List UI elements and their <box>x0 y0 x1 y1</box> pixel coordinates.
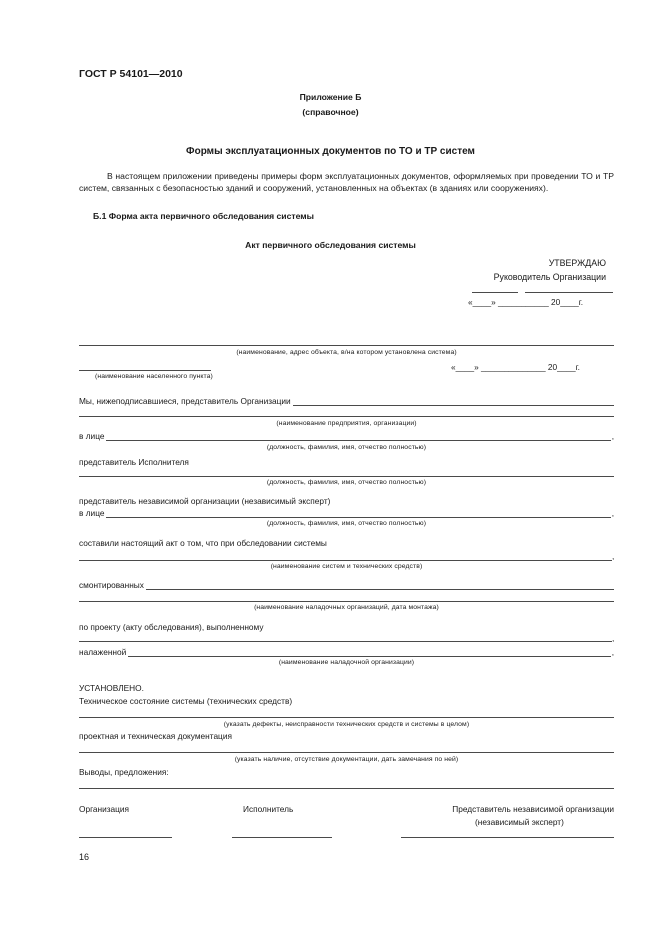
signature-org-line[interactable] <box>79 837 172 838</box>
project-docs-line[interactable] <box>79 752 614 753</box>
conclusions-line[interactable] <box>79 788 614 789</box>
in-person-row-1: в лице , <box>79 431 614 441</box>
mounted-label: смонтированных <box>79 580 144 590</box>
approve-label: УТВЕРЖДАЮ <box>548 258 606 268</box>
mounted-line-2[interactable] <box>79 601 614 602</box>
tech-state-line[interactable] <box>79 717 614 718</box>
by-project-label: по проекту (акту обследования), выполненному <box>79 622 264 632</box>
defects-caption: (указать дефекты, неисправности технических средств и системы в целом) <box>223 721 470 728</box>
signature-contractor-label: Исполнитель <box>243 804 294 814</box>
systems-line[interactable] <box>79 560 612 561</box>
locality-line[interactable] <box>79 370 211 371</box>
setup-org-caption: (наименование наладочной организации) <box>278 659 415 666</box>
signature-independent-line[interactable] <box>401 837 614 838</box>
person1-caption: (должность, фамилия, имя, отчество полностью) <box>266 444 427 451</box>
signature-contractor-line[interactable] <box>232 837 332 838</box>
docs-caption: (указать наличие, отсутствие документации, дать замечания по ней) <box>234 756 459 763</box>
compiled-label: составили настоящий акт о том, что при обследовании системы <box>79 538 327 548</box>
tech-state-label: Техническое состояние системы (технических средств) <box>79 696 293 706</box>
in-person-field-2[interactable] <box>106 508 610 518</box>
in-person-label-2: в лице <box>79 508 105 518</box>
appendix-title: Приложение Б <box>299 92 362 102</box>
contractor-rep-line[interactable] <box>79 476 614 477</box>
adjusted-row: налаженной , <box>79 647 614 657</box>
subsection-title: Б.1 Форма акта первичного обследования системы <box>93 211 314 221</box>
org-rep-field[interactable] <box>293 396 614 406</box>
person3-caption: (должность, фамилия, имя, отчество полностью) <box>266 520 427 527</box>
mounted-row <box>79 580 614 590</box>
approve-date-line[interactable]: «____» ___________ 20____г. <box>468 297 584 307</box>
section-title: Формы эксплуатационных документов по ТО и ТР систем <box>186 146 475 157</box>
person2-caption: (должность, фамилия, имя, отчество полностью) <box>266 479 427 486</box>
appendix-type: (справочное) <box>302 107 359 117</box>
we-signed-label: Мы, нижеподписавшиеся, представитель Организации <box>79 396 291 406</box>
enterprise-caption: (наименование предприятия, организации) <box>276 420 417 427</box>
org-rep-line-2[interactable] <box>79 416 614 417</box>
object-address-line[interactable] <box>79 345 614 346</box>
by-project-line[interactable] <box>79 641 612 642</box>
locality-caption: (наименование населенного пункта) <box>95 373 213 380</box>
act-date-line[interactable]: «____» ______________ 20____г. <box>451 362 580 372</box>
signature-independent-label-1: Представитель независимой организации <box>452 804 614 814</box>
mounted-field[interactable] <box>146 580 614 590</box>
act-title: Акт первичного обследования системы <box>245 240 416 250</box>
in-person-row-2: в лице , <box>79 508 614 518</box>
independent-rep-label: представитель независимой организации (независимый эксперт) <box>79 496 331 506</box>
object-address-caption: (наименование, адрес объекта, в/на котором установлена система) <box>236 349 457 356</box>
in-person-field-1[interactable] <box>106 431 610 441</box>
approve-signature-line[interactable] <box>472 292 518 293</box>
signature-independent-label-2: (независимый эксперт) <box>475 817 564 827</box>
project-docs-label: проектная и техническая документация <box>79 731 232 741</box>
standard-header: ГОСТ Р 54101—2010 <box>79 68 183 80</box>
install-org-caption: (наименование наладочных организаций, дата монтажа) <box>254 604 439 611</box>
page-number: 16 <box>79 852 90 862</box>
established-label: УСТАНОВЛЕНО. <box>79 683 144 693</box>
signature-org-label: Организация <box>79 804 130 814</box>
systems-caption: (наименование систем и технических средств) <box>270 563 423 570</box>
adjusted-field[interactable] <box>128 647 610 657</box>
contractor-rep-label: представитель Исполнителя <box>79 457 189 467</box>
approve-name-line[interactable] <box>525 292 613 293</box>
intro-paragraph: В настоящем приложении приведены примеры форм эксплуатационных документов, оформляемых при проведении ТО и ТР систем, связанных с безопасностью зданий и сооружений, установленных на объектах (в зданиях или сооружениях). <box>79 171 614 193</box>
org-rep-row <box>79 396 614 406</box>
conclusions-label: Выводы, предложения: <box>79 767 169 777</box>
adjusted-label: налаженной <box>79 647 127 657</box>
in-person-label-1: в лице <box>79 431 105 441</box>
approve-role: Руководитель Организации <box>493 272 606 282</box>
